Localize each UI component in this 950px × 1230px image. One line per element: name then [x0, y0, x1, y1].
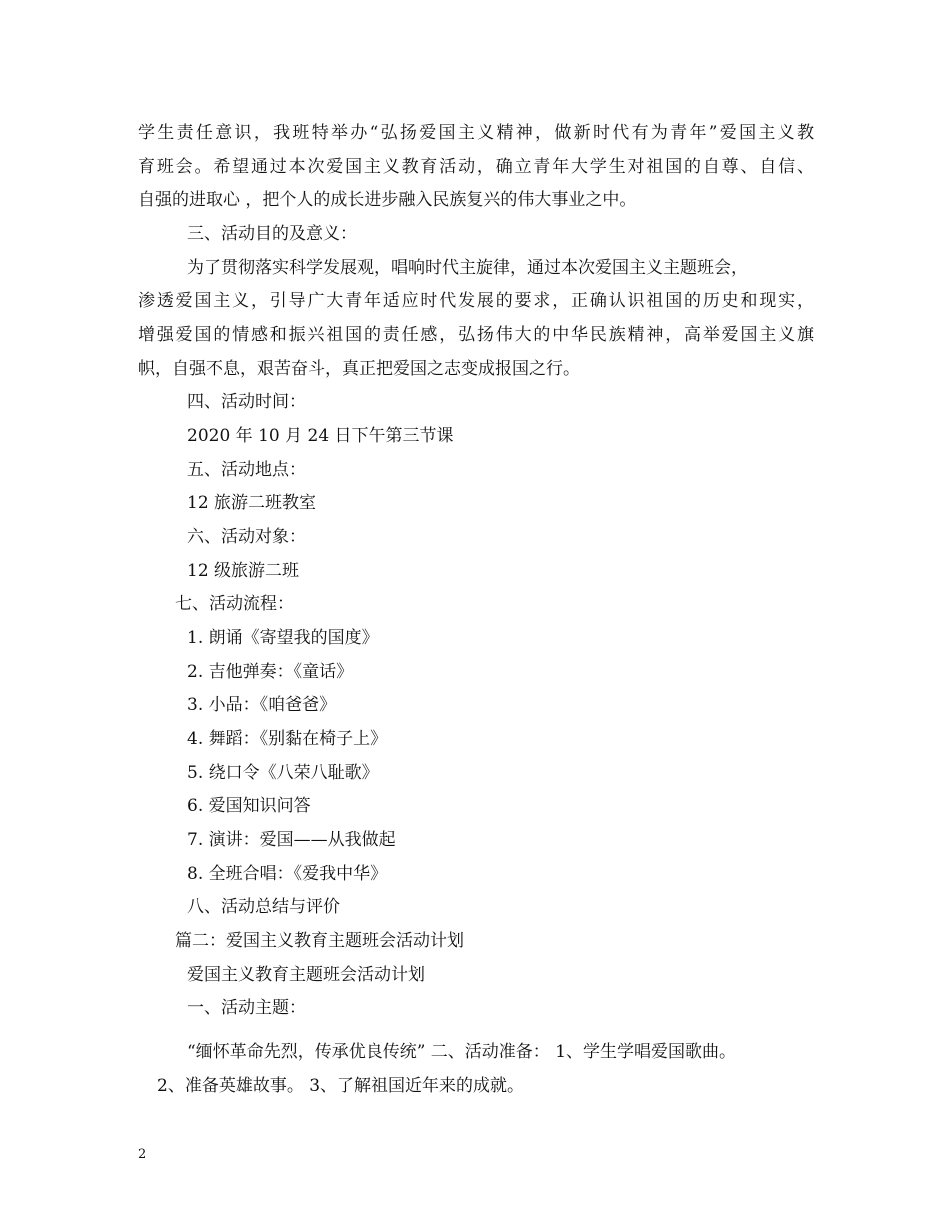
body-text-line: 增强爱国的情感和振兴祖国的责任感，弘扬伟大的中华民族精神，高举爱国主义旗: [138, 325, 814, 345]
list-item: 1. 朗诵《寄望我的国度》: [187, 628, 379, 648]
list-item: 5. 绕口令《八荣八耻歌》: [187, 763, 379, 783]
body-text-line: “缅怀革命先烈，传承优良传统” 二、活动准备： 1、学生学唱爱国歌曲。: [187, 1042, 737, 1062]
body-text-line: 帜，自强不息，艰苦奋斗，真正把爱国之志变成报国之行。: [138, 359, 580, 379]
body-text-line: 学生责任意识，我班特举办“弘扬爱国主义精神，做新时代有为青年”爱国主义教: [138, 123, 814, 143]
body-text-line: 育班会。希望通过本次爱国主义教育活动，确立青年大学生对祖国的自尊、自信、: [138, 157, 814, 177]
body-text-line: 自强的进取心 ，把个人的成长进步融入民族复兴的伟大事业之中。: [138, 190, 637, 210]
list-item: 4. 舞蹈：《别黏在椅子上》: [187, 729, 388, 749]
list-item: 7. 演讲：爱国——从我做起: [187, 830, 396, 850]
section-heading: 四、活动时间：: [187, 392, 306, 412]
body-text-line: 12 级旅游二班: [187, 561, 300, 581]
section-heading: 五、活动地点：: [187, 460, 306, 480]
list-item: 3. 小品：《咱爸爸》: [187, 695, 337, 715]
body-text-line: 渗透爱国主义，引导广大青年适应时代发展的要求，正确认识祖国的历史和现实，: [138, 291, 814, 311]
section-heading: 八、活动总结与评价: [187, 897, 340, 917]
section-heading: 一、活动主题：: [187, 998, 306, 1018]
section-heading: 七、活动流程：: [175, 594, 294, 614]
body-text-line: 为了贯彻落实科学发展观，唱响时代主旋律，通过本次爱国主义主题班会，: [187, 258, 748, 278]
section-heading: 三、活动目的及意义：: [187, 224, 357, 244]
body-text-line: 2020 年 10 月 24 日下午第三节课: [187, 426, 454, 446]
part-title: 篇二：爱国主义教育主题班会活动计划: [175, 931, 464, 951]
list-item: 8. 全班合唱：《爱我中华》: [187, 864, 388, 884]
body-text-line: 2、准备英雄故事。 3、了解祖国近年来的成就。: [157, 1076, 525, 1096]
body-text-line: 12 旅游二班教室: [187, 493, 317, 513]
list-item: 6. 爱国知识问答: [187, 796, 311, 816]
section-heading: 六、活动对象：: [187, 527, 306, 547]
list-item: 2. 吉他弹奏：《童话》: [187, 662, 354, 682]
part-subtitle: 爱国主义教育主题班会活动计划: [187, 965, 425, 985]
page-number: 2: [138, 1147, 147, 1162]
